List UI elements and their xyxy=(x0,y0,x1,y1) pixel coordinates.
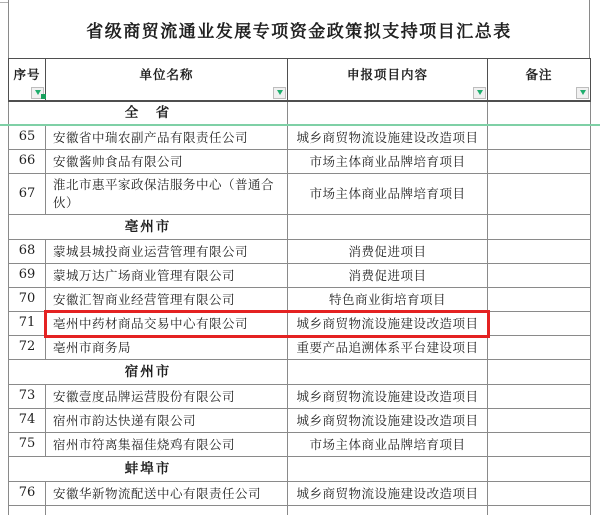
project-content-cell[interactable] xyxy=(288,506,488,515)
seq-cell[interactable]: 71 xyxy=(9,312,46,336)
unit-name-cell[interactable]: 宿州市符离集福佳烧鸡有限公司 xyxy=(46,433,288,457)
note-cell[interactable] xyxy=(488,433,591,457)
page-title: 省级商贸流通业发展专项资金政策拟支持项目汇总表 xyxy=(8,0,590,58)
project-content-cell[interactable]: 重要产品追溯体系平台建设项目 xyxy=(288,336,488,360)
seq-cell[interactable]: 70 xyxy=(9,288,46,312)
note-cell[interactable] xyxy=(488,385,591,409)
project-cell-empty[interactable] xyxy=(288,457,488,482)
section-label-cell[interactable]: 亳州市 xyxy=(9,215,288,240)
note-cell[interactable] xyxy=(488,126,591,150)
project-content-cell[interactable]: 城乡商贸物流设施建设改造项目 xyxy=(288,126,488,150)
note-cell[interactable] xyxy=(488,150,591,174)
header-label-seq: 序号 xyxy=(13,67,41,83)
seq-cell[interactable]: 65 xyxy=(9,126,46,150)
unit-name-cell[interactable]: 淮北市惠平家政保洁服务中心（普通合伙） xyxy=(46,174,288,215)
table-row xyxy=(9,312,591,336)
note-cell[interactable] xyxy=(488,240,591,264)
header-cell-seq[interactable] xyxy=(9,59,46,101)
project-content-cell[interactable]: 市场主体商业品牌培育项目 xyxy=(288,433,488,457)
header-label-unit-name: 单位名称 xyxy=(139,67,194,83)
note-cell[interactable] xyxy=(488,336,591,360)
table-row xyxy=(9,482,591,506)
project-cell-empty[interactable] xyxy=(288,215,488,240)
section-row xyxy=(9,457,591,482)
project-content-cell[interactable]: 城乡商贸物流设施建设改造项目 xyxy=(288,482,488,506)
table-row xyxy=(9,150,591,174)
filter-dropdown-arrow-icon xyxy=(477,90,483,95)
seq-cell[interactable]: 76 xyxy=(9,482,46,506)
unit-name-cell[interactable]: 蒙城县城投商业运营管理有限公司 xyxy=(46,240,288,264)
header-cell-note[interactable] xyxy=(488,59,591,101)
unit-name-cell[interactable]: 蒙城万达广场商业管理有限公司 xyxy=(46,264,288,288)
project-content-cell[interactable]: 特色商业街培育项目 xyxy=(288,288,488,312)
header-cell-unit-name[interactable] xyxy=(46,59,288,101)
unit-name-cell[interactable]: 宿州市韵达快递有限公司 xyxy=(46,409,288,433)
seq-cell[interactable]: 75 xyxy=(9,433,46,457)
section-label-cell[interactable]: 蚌埠市 xyxy=(9,457,288,482)
seq-cell[interactable]: 68 xyxy=(9,240,46,264)
project-cell-empty[interactable] xyxy=(288,360,488,385)
note-cell[interactable] xyxy=(488,174,591,215)
table-row xyxy=(9,264,591,288)
project-content-cell[interactable]: 市场主体商业品牌培育项目 xyxy=(288,174,488,215)
summary-table xyxy=(8,58,591,515)
filter-dropdown-arrow-icon xyxy=(277,90,283,95)
freeze-pane-corner-marker xyxy=(41,94,46,99)
table-row xyxy=(9,409,591,433)
table-row xyxy=(9,240,591,264)
project-cell-empty[interactable] xyxy=(288,101,488,126)
project-content-cell[interactable]: 市场主体商业品牌培育项目 xyxy=(288,150,488,174)
section-label-cell[interactable]: 宿州市 xyxy=(9,360,288,385)
seq-cell[interactable]: 74 xyxy=(9,409,46,433)
project-content-cell[interactable]: 城乡商贸物流设施建设改造项目 xyxy=(288,385,488,409)
section-row xyxy=(9,360,591,385)
note-cell-empty[interactable] xyxy=(488,215,591,240)
seq-cell[interactable]: 69 xyxy=(9,264,46,288)
unit-name-cell[interactable]: 安徽酱帅食品有限公司 xyxy=(46,150,288,174)
table-row xyxy=(9,336,591,360)
seq-cell[interactable] xyxy=(9,506,46,515)
unit-name-cell[interactable]: 安徽华新物流配送中心有限责任公司 xyxy=(46,482,288,506)
unit-name-cell[interactable]: 安徽汇智商业经营管理有限公司 xyxy=(46,288,288,312)
note-cell[interactable] xyxy=(488,312,591,336)
table-row xyxy=(9,174,591,215)
filter-dropdown-button[interactable] xyxy=(473,87,486,99)
note-cell[interactable] xyxy=(488,506,591,515)
section-row xyxy=(9,215,591,240)
unit-name-cell[interactable] xyxy=(46,506,288,515)
project-content-cell[interactable]: 消费促进项目 xyxy=(288,240,488,264)
unit-name-cell[interactable]: 亳州市商务局 xyxy=(46,336,288,360)
note-cell[interactable] xyxy=(488,482,591,506)
seq-cell[interactable]: 67 xyxy=(9,174,46,215)
project-content-cell[interactable]: 城乡商贸物流设施建设改造项目 xyxy=(288,312,488,336)
note-cell[interactable] xyxy=(488,409,591,433)
table-row xyxy=(9,288,591,312)
unit-name-cell[interactable]: 亳州中药材商品交易中心有限公司 xyxy=(46,312,288,336)
header-row xyxy=(9,59,591,101)
unit-name-cell[interactable]: 安徽壹度品牌运营股份有限公司 xyxy=(46,385,288,409)
note-cell-empty[interactable] xyxy=(488,101,591,126)
unit-name-cell[interactable]: 安徽省中瑞农副产品有限责任公司 xyxy=(46,126,288,150)
seq-cell[interactable]: 73 xyxy=(9,385,46,409)
seq-cell[interactable]: 66 xyxy=(9,150,46,174)
section-label-cell[interactable]: 全 省 xyxy=(9,101,288,126)
filter-dropdown-button[interactable] xyxy=(273,87,286,99)
seq-cell[interactable]: 72 xyxy=(9,336,46,360)
note-cell-empty[interactable] xyxy=(488,457,591,482)
header-label-project-content: 申报项目内容 xyxy=(346,67,428,83)
project-content-cell[interactable]: 城乡商贸物流设施建设改造项目 xyxy=(288,409,488,433)
freeze-pane-line xyxy=(0,124,600,126)
table-row xyxy=(9,385,591,409)
table-row xyxy=(9,433,591,457)
note-cell-empty[interactable] xyxy=(488,360,591,385)
header-label-note: 备注 xyxy=(525,67,553,83)
filter-dropdown-button[interactable] xyxy=(576,87,589,99)
table-row xyxy=(9,126,591,150)
note-cell[interactable] xyxy=(488,264,591,288)
section-row xyxy=(9,101,591,126)
filter-dropdown-arrow-icon xyxy=(35,90,41,95)
project-content-cell[interactable]: 消费促进项目 xyxy=(288,264,488,288)
filter-dropdown-arrow-icon xyxy=(580,90,586,95)
partial-clipped-row xyxy=(9,506,591,515)
header-cell-project-content[interactable] xyxy=(288,59,488,101)
note-cell[interactable] xyxy=(488,288,591,312)
